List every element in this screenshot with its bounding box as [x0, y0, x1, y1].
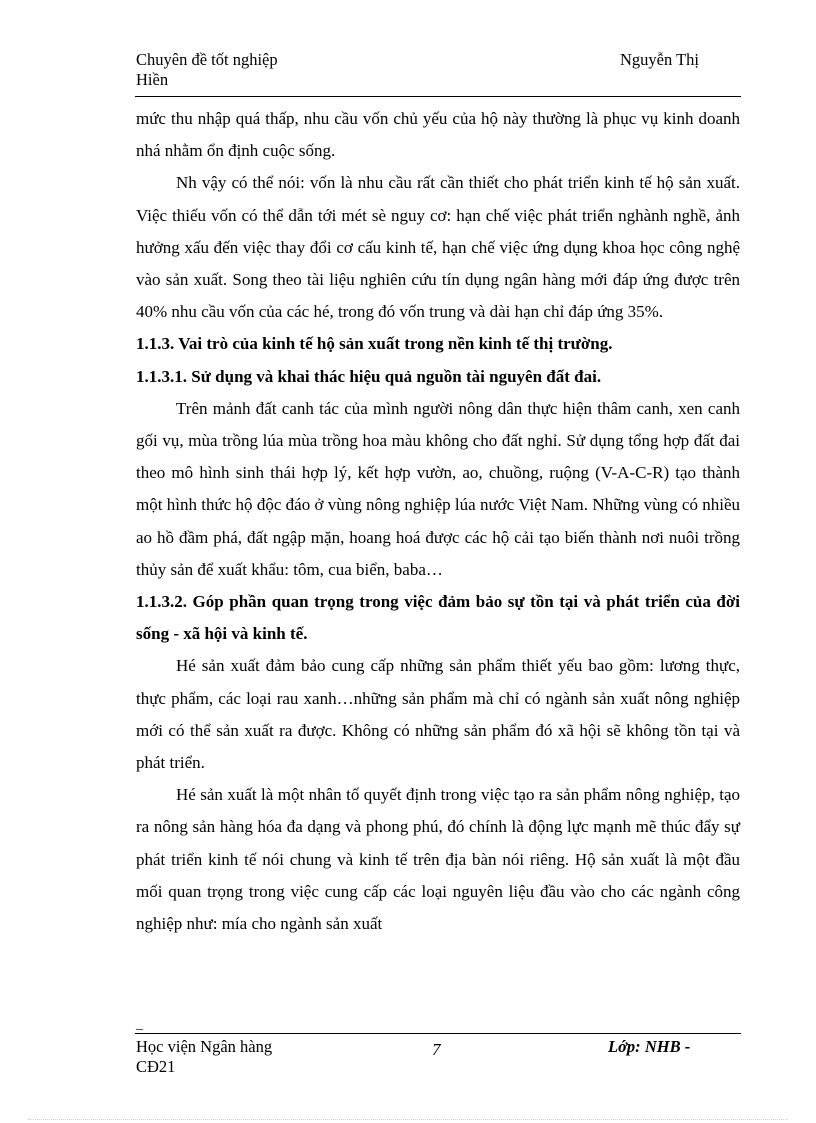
footer-left: [136, 1037, 272, 1077]
header-author: Nguyễn Thị: [620, 50, 699, 69]
paragraph-production-role: Hé sản xuất là một nhân tố quyết định trong việc tạo ra sản phẩm nông nghiệp, tạo ra nông sản hàng hóa đa dạng và phong phú, đó chính là động lực mạnh mẽ thúc đẩy sự phát triển kinh tế nói chung và kinh tế trên địa bàn nói riêng. Hộ sản xuất là một đầu mối quan trọng trong việc cung cấp các loại nguyên liệu đầu vào cho các ngành công nghiệp như: mía cho ngành sản xuất: [136, 785, 740, 934]
header-title: Chuyên đề tốt nghiệp: [136, 50, 278, 69]
footer-institution: Học viện Ngân hàng: [136, 1037, 273, 1056]
footer-divider: [135, 1033, 741, 1034]
document-body: [136, 103, 740, 940]
header-title-continuation: Hiền: [136, 70, 169, 89]
footer-institution-continuation: CĐ21: [136, 1057, 176, 1076]
paragraph-essential-products: Hé sản xuất đảm bảo cung cấp những sản phẩm thiết yếu bao gồm: lương thực, thực phẩm, các loại rau xanh…những sản phẩm mà chỉ có ngành sản xuất nông nghiệp mới có thể sản xuất ra được. Không có những sản phẩm đó xã hội sẽ không tồn tại và phát triển.: [136, 656, 740, 773]
section-heading-1-1-3: 1.1.3. Vai trò của kinh tế hộ sản xuất trong nền kinh tế thị trường.: [136, 334, 613, 354]
section-heading-1-1-3-1: 1.1.3.1. Sử dụng và khai thác hiệu quả nguồn tài nguyên đất đai.: [136, 366, 602, 386]
paragraph-land-use: Trên mảnh đất canh tác của mình người nông dân thực hiện thâm canh, xen canh gối vụ, mùa trồng lúa mùa trồng hoa màu không cho đất nghỉ. Sử dụng tổng hợp đất đai theo mô hình sinh thái hợp lý, kết hợp vườn, ao, chuồng, ruộng (V-A-C-R) tạo thành một hình thức hộ độc đáo ở vùng nông nghiệp lúa nước Việt Nam. Những vùng có nhiều ao hồ đầm phá, đất ngập mặn, hoang hoá được các hộ cải tạo biến thành nơi nuôi trồng thủy sản để xuất khẩu: tôm, cua biển, baba…: [136, 398, 740, 579]
header-left: [136, 50, 278, 90]
header-divider: [135, 96, 741, 97]
page-bottom-border: [28, 1119, 788, 1120]
footer-class: [608, 1037, 690, 1057]
footer-class-label: Lớp:: [608, 1037, 641, 1056]
footer-mark: _: [136, 1017, 143, 1032]
paragraph-capital-need: Nh vậy có thể nói: vốn là nhu cầu rất cần thiết cho phát triển kinh tế hộ sản xuất. Việc thiếu vốn có thể dẫn tới mét sè nguy cơ: hạn chế việc phát triển nghành nghề, ảnh hưởng xấu đến việc thay đổi cơ cấu kinh tế, hạn chế việc ứng dụng khoa học công nghệ vào sản xuất. Song theo tài liệu nghiên cứu tín dụng ngân hàng mới đáp ứng được trên 40% nhu cầu vốn của các hé, trong đó vốn trung và dài hạn chỉ đáp ứng 35%.: [136, 173, 740, 322]
footer-class-value: NHB -: [640, 1037, 691, 1056]
section-heading-1-1-3-2: 1.1.3.2. Góp phần quan trọng trong việc đảm bảo sự tồn tại và phát triển của đời sống - xã hội và kinh tế.: [136, 592, 740, 644]
page-number: 7: [432, 1040, 441, 1059]
paragraph-intro: mức thu nhập quá thấp, nhu cầu vốn chủ yếu của hộ này thường là phục vụ kinh doanh nhá nhằm ổn định cuộc sống.: [136, 109, 740, 161]
